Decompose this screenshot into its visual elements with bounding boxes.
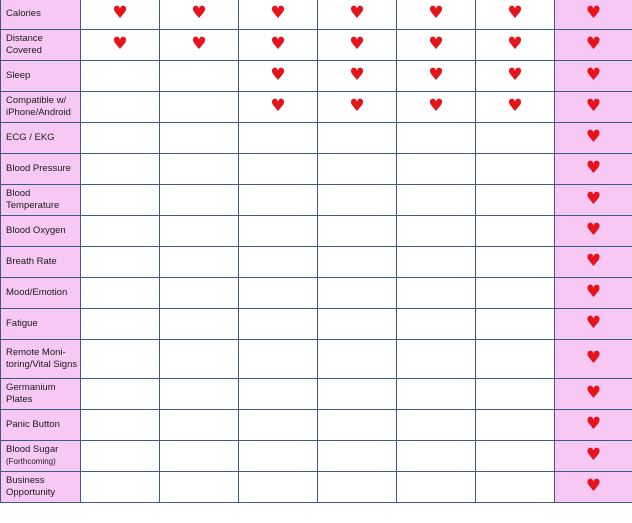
mark-cell [397,472,476,503]
feature-label: Blood Temperature [6,188,60,211]
mark-cell [81,0,160,30]
mark-cell [397,216,476,247]
mark-cell [239,247,318,278]
mark-cell [81,185,160,216]
mark-cell [239,410,318,441]
feature-label-cell [1,441,81,472]
mark-cell [160,61,239,92]
heart-icon: ♥ [585,3,602,23]
mark-cell [555,154,632,185]
heart-icon: ♥ [191,3,207,23]
table-row [1,340,632,379]
feature-label-cell [1,309,81,340]
mark-cell [555,340,632,379]
heart-icon: ♥ [507,34,523,54]
mark-cell [239,61,318,92]
mark-cell [397,185,476,216]
mark-cell [318,123,397,154]
mark-cell [476,247,555,278]
heart-icon: ♥ [585,34,602,54]
table-row [1,0,632,30]
heart-icon: ♥ [270,65,286,85]
table-row [1,278,632,309]
table-row [1,441,632,472]
heart-icon: ♥ [507,3,523,23]
mark-cell [81,92,160,123]
mark-cell [476,410,555,441]
mark-cell [81,441,160,472]
mark-cell [81,379,160,410]
mark-cell [476,472,555,503]
table-row [1,247,632,278]
mark-cell [81,154,160,185]
feature-sublabel: (Forthcoming) [6,457,56,466]
mark-cell [476,0,555,30]
heart-icon: ♥ [585,220,602,240]
table-row [1,185,632,216]
mark-cell [239,185,318,216]
mark-cell [160,278,239,309]
mark-cell [397,309,476,340]
heart-icon: ♥ [428,34,444,54]
mark-cell [160,379,239,410]
heart-icon: ♥ [349,65,365,85]
feature-label-cell [1,216,81,247]
feature-label-cell [1,410,81,441]
mark-cell [239,278,318,309]
mark-cell [397,61,476,92]
mark-cell [160,309,239,340]
mark-cell [555,472,632,503]
heart-icon: ♥ [428,96,444,116]
feature-label-cell [1,123,81,154]
mark-cell [81,30,160,61]
heart-icon: ♥ [585,251,602,271]
feature-label: Remote Moni-toring/Vital Signs [6,347,78,370]
mark-cell [81,340,160,379]
mark-cell [555,278,632,309]
feature-label: Panic Button [6,419,60,430]
mark-cell [397,154,476,185]
feature-label-cell [1,0,81,30]
mark-cell [160,340,239,379]
table-row [1,410,632,441]
mark-cell [476,123,555,154]
mark-cell [397,278,476,309]
mark-cell [318,278,397,309]
feature-label-cell [1,185,81,216]
table-row [1,123,632,154]
mark-cell [555,30,632,61]
feature-label: Germanium Plates [6,382,56,405]
mark-cell [476,278,555,309]
heart-icon: ♥ [585,189,602,209]
mark-cell [397,441,476,472]
mark-cell [160,441,239,472]
mark-cell [476,309,555,340]
mark-cell [318,61,397,92]
heart-icon: ♥ [507,65,523,85]
heart-icon: ♥ [270,3,286,23]
mark-cell [239,379,318,410]
mark-cell [239,30,318,61]
table-row [1,154,632,185]
mark-cell [239,154,318,185]
mark-cell [160,410,239,441]
mark-cell [476,340,555,379]
mark-cell [239,0,318,30]
feature-label-cell [1,154,81,185]
mark-cell [318,216,397,247]
mark-cell [397,92,476,123]
mark-cell [397,410,476,441]
mark-cell [318,472,397,503]
feature-label: Blood Pressure [6,163,71,174]
mark-cell [476,379,555,410]
mark-cell [81,410,160,441]
heart-icon: ♥ [585,445,602,465]
mark-cell [476,216,555,247]
mark-cell [318,309,397,340]
mark-cell [318,340,397,379]
mark-cell [81,472,160,503]
mark-cell [318,441,397,472]
heart-icon: ♥ [349,96,365,116]
mark-cell [555,185,632,216]
heart-icon: ♥ [112,3,128,23]
mark-cell [318,30,397,61]
feature-label: Blood Oxygen [6,225,66,236]
table-row [1,379,632,410]
mark-cell [81,61,160,92]
mark-cell [397,379,476,410]
mark-cell [318,410,397,441]
mark-cell [555,61,632,92]
feature-label-cell [1,379,81,410]
mark-cell [239,441,318,472]
mark-cell [81,123,160,154]
feature-label: ECG / EKG [6,132,55,143]
mark-cell [81,216,160,247]
heart-icon: ♥ [585,383,602,403]
heart-icon: ♥ [585,158,602,178]
mark-cell [239,123,318,154]
mark-cell [239,309,318,340]
mark-cell [160,247,239,278]
mark-cell [555,216,632,247]
table-row [1,472,632,503]
feature-label-cell [1,61,81,92]
table-row [1,92,632,123]
mark-cell [397,30,476,61]
mark-cell [555,309,632,340]
mark-cell [239,92,318,123]
heart-icon: ♥ [585,282,602,302]
mark-cell [476,92,555,123]
mark-cell [239,216,318,247]
mark-cell [555,123,632,154]
mark-cell [160,216,239,247]
mark-cell [239,472,318,503]
mark-cell [81,247,160,278]
mark-cell [397,0,476,30]
mark-cell [397,340,476,379]
mark-cell [318,154,397,185]
feature-label-cell [1,92,81,123]
mark-cell [555,379,632,410]
feature-label: Distance Covered [6,33,43,56]
feature-label: Fatigue [6,318,38,329]
table-row [1,30,632,61]
mark-cell [476,185,555,216]
feature-label-cell [1,247,81,278]
mark-cell [476,154,555,185]
mark-cell [81,309,160,340]
feature-label-cell [1,472,81,503]
mark-cell [397,123,476,154]
heart-icon: ♥ [428,65,444,85]
mark-cell [81,278,160,309]
feature-label: Compatible w/ iPhone/Android [6,95,71,118]
mark-cell [555,441,632,472]
heart-icon: ♥ [585,65,602,85]
mark-cell [160,154,239,185]
mark-cell [397,247,476,278]
heart-icon: ♥ [428,3,444,23]
heart-icon: ♥ [585,414,602,434]
mark-cell [160,185,239,216]
heart-icon: ♥ [349,34,365,54]
feature-label: Sleep [6,70,31,81]
feature-label: Calories [6,8,41,19]
mark-cell [160,123,239,154]
heart-icon: ♥ [270,34,286,54]
heart-icon: ♥ [585,96,602,116]
mark-cell [160,0,239,30]
feature-label: Mood/Emotion [6,287,68,298]
feature-label: Breath Rate [6,256,57,267]
feature-label: Blood Sugar [6,444,59,455]
heart-icon: ♥ [585,127,602,147]
mark-cell [555,410,632,441]
feature-label: Business Opportunity [6,475,56,498]
mark-cell [476,441,555,472]
feature-label-cell [1,30,81,61]
mark-cell [476,30,555,61]
mark-cell [318,379,397,410]
mark-cell [555,92,632,123]
mark-cell [160,472,239,503]
feature-label-cell [1,340,81,379]
mark-cell [318,247,397,278]
mark-cell [318,185,397,216]
heart-icon: ♥ [585,348,602,368]
mark-cell [555,247,632,278]
heart-icon: ♥ [270,96,286,116]
table-body [1,0,632,503]
heart-icon: ♥ [585,313,602,333]
feature-label-cell [1,278,81,309]
heart-icon: ♥ [585,476,602,496]
mark-cell [239,340,318,379]
mark-cell [160,92,239,123]
heart-icon: ♥ [112,34,128,54]
table-row [1,309,632,340]
mark-cell [318,92,397,123]
heart-icon: ♥ [349,3,365,23]
mark-cell [318,0,397,30]
table-row [1,216,632,247]
mark-cell [160,30,239,61]
mark-cell [476,61,555,92]
mark-cell [555,0,632,30]
heart-icon: ♥ [507,96,523,116]
table-row [1,61,632,92]
heart-icon: ♥ [191,34,207,54]
